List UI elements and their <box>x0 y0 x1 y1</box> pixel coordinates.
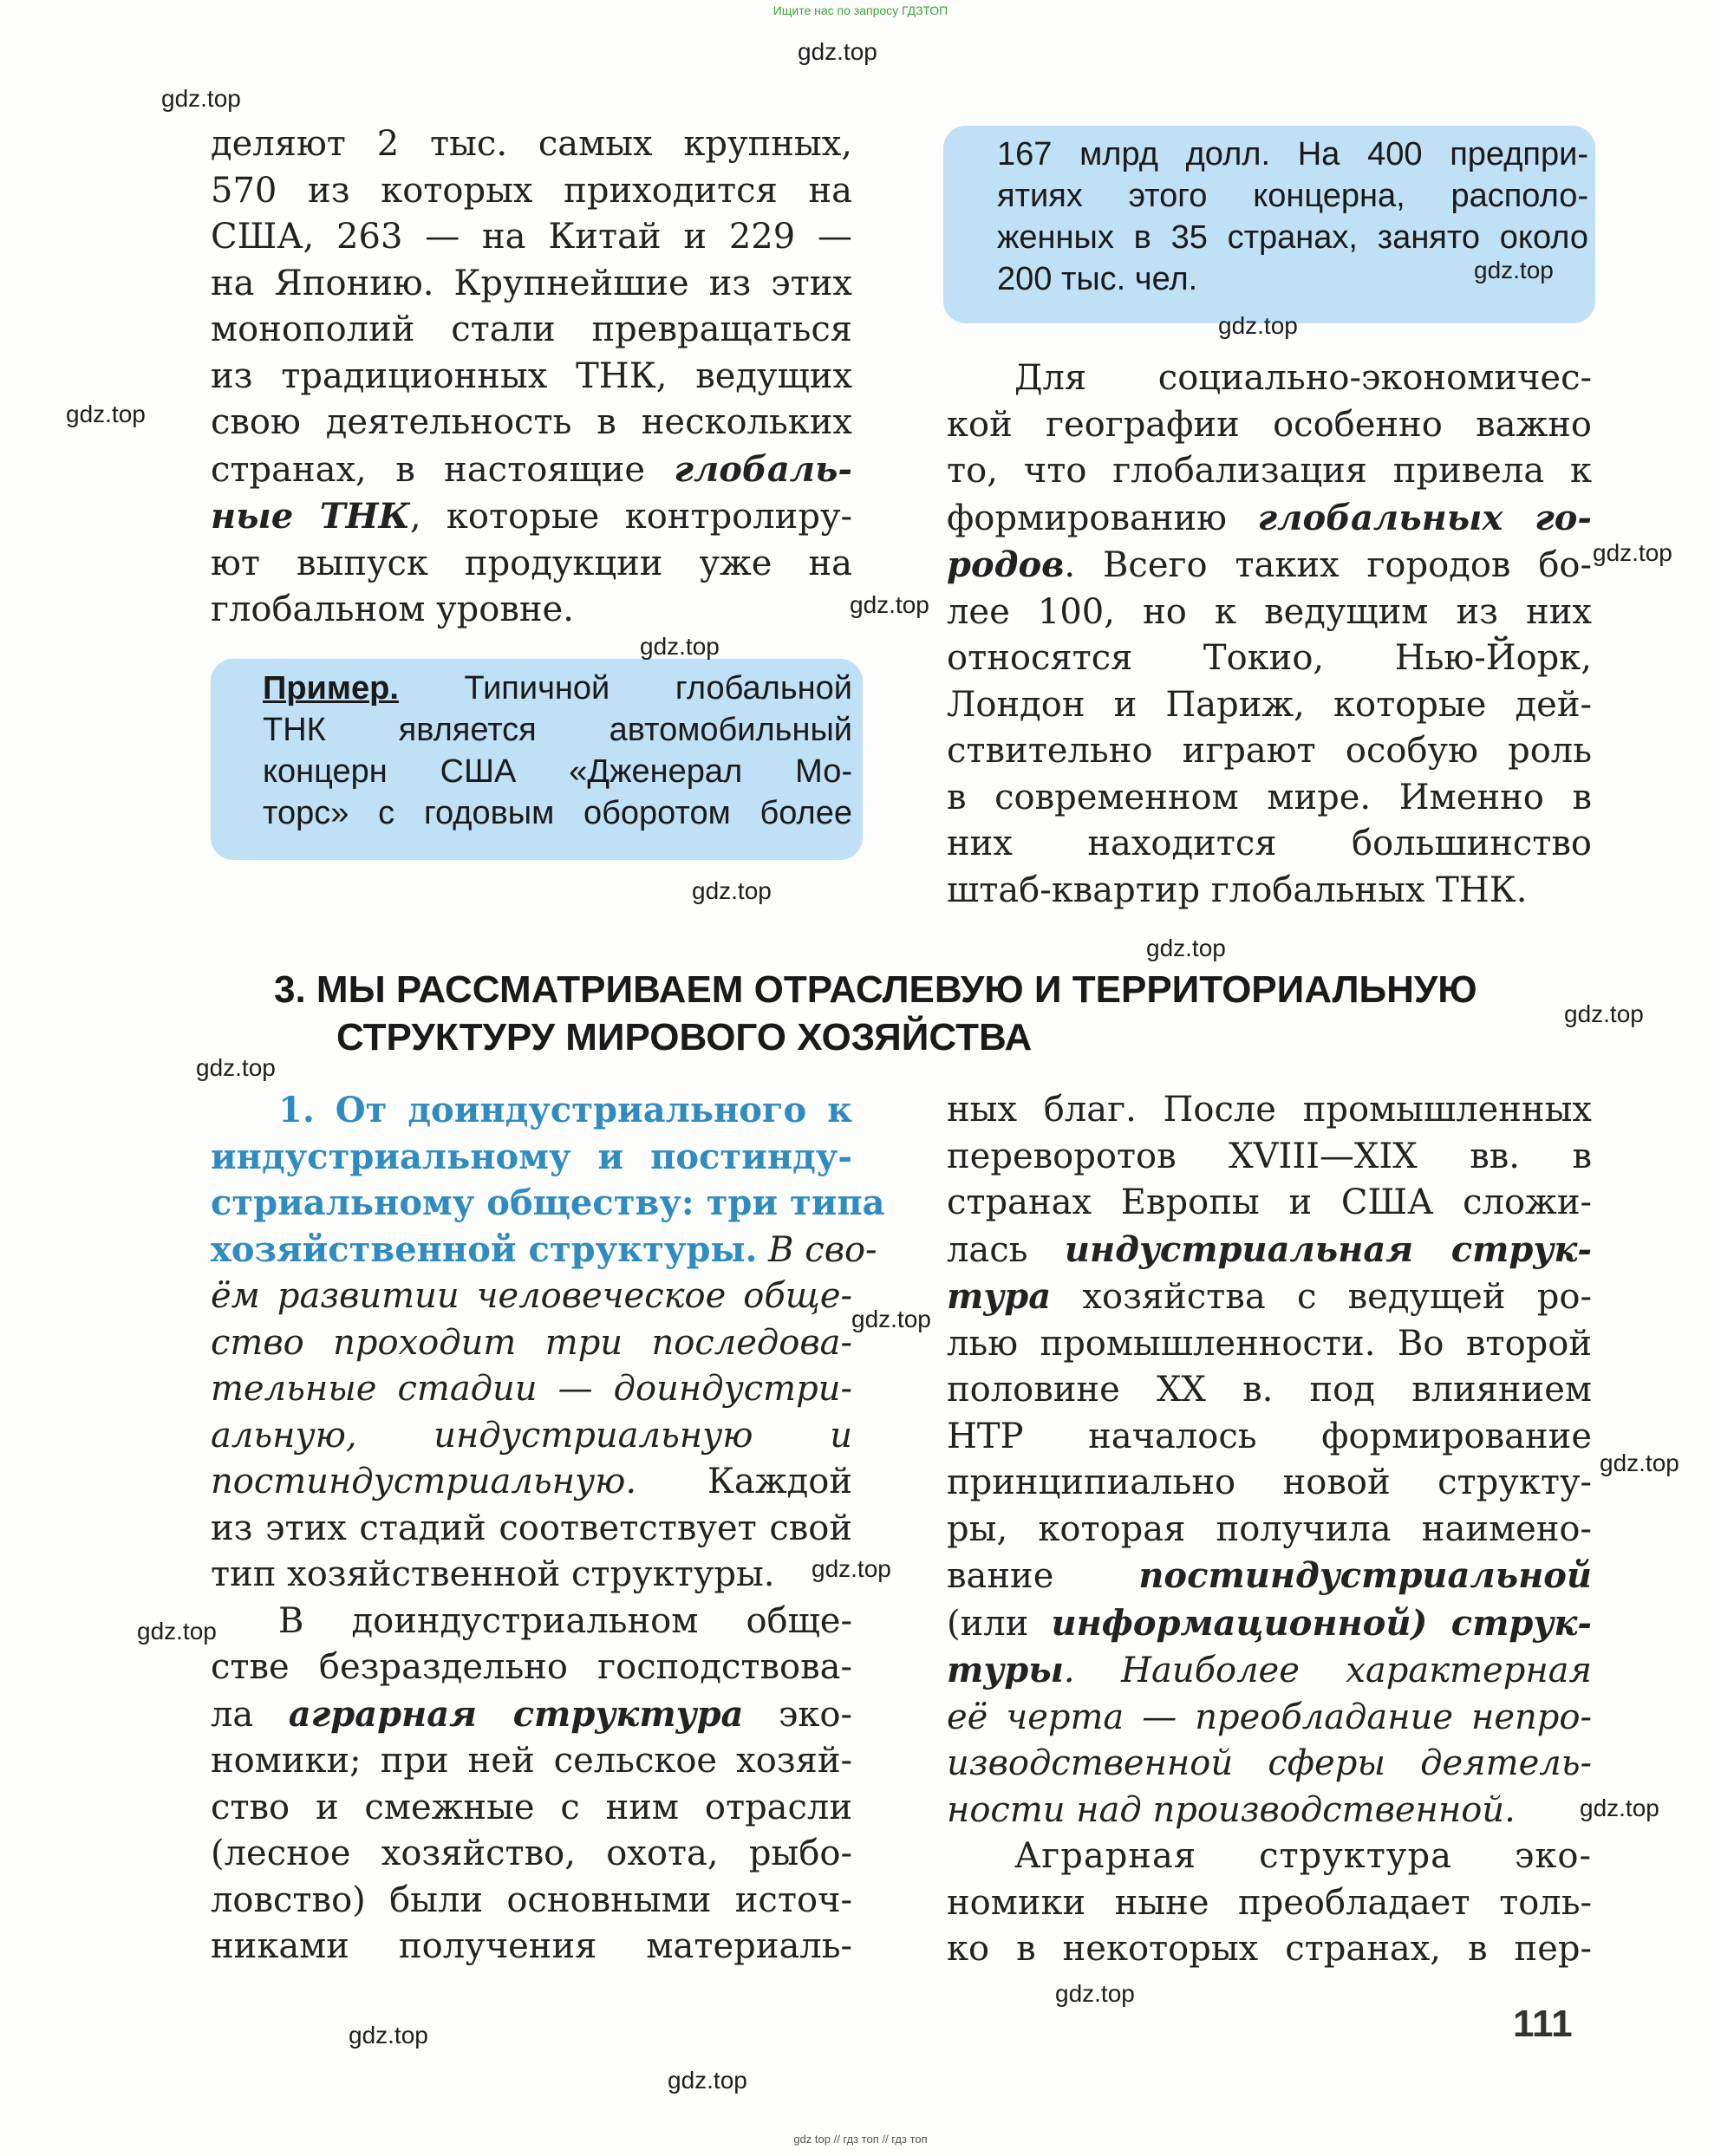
text-line: женных в 35 странах, занято около <box>997 219 1588 256</box>
watermark: gdz.top <box>1474 257 1554 283</box>
text-fragment: (или <box>947 1603 1052 1644</box>
text-line: (лесное хозяйство, охота, рыбо- <box>211 1834 852 1873</box>
text-line: ство и смежные с ним отрасли <box>211 1787 852 1827</box>
text-line: них находится большинство <box>947 824 1592 863</box>
right-top-paragraph <box>947 355 1592 914</box>
watermark: gdz.top <box>1146 935 1226 961</box>
text-fragment: хозяйства с ведущей ро- <box>1051 1277 1592 1317</box>
text-line: деляют 2 тыс. самых крупных, <box>211 124 852 164</box>
section-heading <box>274 966 1566 1061</box>
text-line: номики; при ней сельское хозяй- <box>211 1741 852 1781</box>
text-line: принципиально новой структу- <box>947 1462 1592 1502</box>
watermark: gdz.top <box>349 2022 428 2049</box>
text-line: ных благ. После промышленных <box>947 1090 1592 1130</box>
subsection-title-line: стриальному обществу: три типа <box>211 1182 885 1223</box>
example-label: Пример. <box>263 670 399 707</box>
text-line: стве безраздельно господствова- <box>211 1647 852 1687</box>
text-line: монополий стали превращаться <box>211 309 852 349</box>
text-line: то, что глобализация привела к <box>947 451 1592 491</box>
text-fragment: , которые контролиру- <box>409 497 852 537</box>
text-line: лее 100, но к ведущим из них <box>947 591 1592 632</box>
term-global-cities-end: родов <box>947 544 1065 585</box>
watermark: gdz.top <box>692 877 772 904</box>
term-global-tnk: глобаль- <box>674 448 852 490</box>
text-line: ём развитии человеческое обще- <box>211 1276 852 1316</box>
watermark: gdz.top <box>1055 1980 1135 2007</box>
text-line <box>211 446 852 494</box>
text-line <box>211 493 852 541</box>
watermark: gdz.top <box>137 1618 217 1645</box>
text-line: из традиционных ТНК, ведущих <box>211 355 852 396</box>
watermark: gdz.top <box>850 591 929 618</box>
watermark: gdz.top <box>812 1555 891 1582</box>
text-line: Для социально-экономичес- <box>1014 358 1592 398</box>
text-line <box>211 1227 877 1274</box>
watermark: gdz.top <box>1580 1794 1659 1821</box>
watermark: gdz.top <box>1600 1449 1679 1476</box>
text-line: переворотов XVIII—XIX вв. в <box>947 1136 1592 1176</box>
text-fragment: . Всего таких городов бо- <box>1064 545 1592 585</box>
left-top-paragraph <box>211 121 852 634</box>
subsection-title-line: индустриальному и постинду- <box>211 1136 852 1177</box>
text-line: НТР началось формирование <box>947 1416 1592 1456</box>
text-fragment: Каждой <box>636 1462 852 1501</box>
page-number: 111 <box>1513 2003 1573 2045</box>
text-line <box>947 1273 1592 1321</box>
text-fragment: ла <box>211 1694 289 1735</box>
text-line: ности над производственной. <box>947 1789 1516 1830</box>
text-line: лью промышленности. Во второй <box>947 1323 1592 1364</box>
term-structure-end: туры <box>947 1650 1064 1690</box>
text-line <box>947 542 1592 589</box>
text-line: ко в некоторых странах, в пер- <box>947 1929 1592 1969</box>
text-line: ТНК является автомобильный <box>263 712 852 748</box>
section-heading-line-1: 3. МЫ РАССМАТРИВАЕМ ОТРАСЛЕВУЮ И ТЕРРИТОРИАЛЬНУЮ <box>274 968 1477 1011</box>
text-fragment: эко- <box>743 1694 852 1735</box>
footer-note: gdz top // гдз топ // гдз топ <box>793 2133 928 2146</box>
text-line <box>947 1553 1592 1600</box>
watermark: gdz.top <box>66 401 146 427</box>
text-line: ятиях этого концерна, располо- <box>997 178 1588 214</box>
text-line: концерн США «Дженерал Мо- <box>263 753 852 790</box>
section-heading-line-2: СТРУКТУРУ МИРОВОГО ХОЗЯЙСТВА <box>336 1016 1033 1058</box>
watermark: gdz.top <box>1593 539 1672 566</box>
watermark: gdz.top <box>1564 1000 1644 1027</box>
text-fragment: В сво- <box>757 1229 877 1270</box>
text-line: торс» с годовым оборотом более <box>263 795 852 831</box>
text-line: из этих стадий соответствует свой <box>211 1508 852 1548</box>
watermark: gdz.top <box>668 2067 747 2094</box>
watermark: gdz.top <box>851 1306 931 1332</box>
text-fragment: формированию <box>947 498 1258 538</box>
text-line <box>947 495 1592 543</box>
text-line: ры, которая получила наимено- <box>947 1508 1592 1549</box>
example-text <box>263 668 852 834</box>
text-line: странах Европы и США сложи- <box>947 1182 1592 1222</box>
text-line: Лондон и Париж, которые дей- <box>947 684 1592 725</box>
watermark: gdz.top <box>640 633 720 660</box>
text-fragment: лась <box>947 1229 1065 1270</box>
text-line: номики ныне преобладает толь- <box>947 1882 1592 1923</box>
text-line: изводственной сферы деятель- <box>947 1743 1592 1783</box>
text-line <box>947 1227 1592 1274</box>
text-fragment: постиндустриальную. <box>211 1462 637 1501</box>
text-line: В доиндустриальном обще- <box>278 1600 852 1641</box>
text-fragment: . Наиболее характерная <box>1063 1651 1592 1690</box>
text-line: глобальном уровне. <box>211 589 574 629</box>
watermark: gdz.top <box>161 85 241 112</box>
watermark: gdz.top <box>798 38 877 65</box>
term-agrarian-structure: аграрная структура <box>288 1693 744 1735</box>
text-line: в современном мире. Именно в <box>947 777 1592 817</box>
text-line <box>263 668 852 709</box>
text-line: Аграрная структура эко- <box>1014 1836 1592 1876</box>
text-line: кой географии особенно важно <box>947 404 1592 445</box>
text-line: относятся Токио, Нью-Йорк, <box>947 638 1592 678</box>
watermark: gdz.top <box>1218 312 1298 339</box>
text-line <box>947 1647 1592 1695</box>
text-line: её черта — преобладание непро- <box>947 1697 1592 1737</box>
text-fragment: Типичной глобальной <box>398 670 852 707</box>
text-line: штаб-квартир глобальных ТНК. <box>947 870 1528 910</box>
subsection-title-line: 1. От доиндустриального к <box>278 1090 852 1130</box>
text-line: 570 из которых приходится на <box>211 170 852 211</box>
text-line: альную, индустриальную и <box>211 1415 852 1456</box>
text-fragment: вание <box>947 1556 1139 1596</box>
text-line <box>211 1459 852 1506</box>
left-bottom-paragraph <box>211 1087 885 1970</box>
term-industrial-structure: индустриальная струк- <box>1064 1228 1592 1270</box>
text-line: на Японию. Крупнейшие из этих <box>211 263 852 303</box>
text-line: ловство) были основными источ- <box>211 1879 852 1920</box>
text-line: 167 млрд долл. На 400 предпри- <box>997 136 1588 173</box>
text-line: тельные стадии — доиндустри- <box>211 1369 852 1409</box>
text-line: ствительно играют особую роль <box>947 731 1592 771</box>
text-line: 200 тыс. чел. <box>997 261 1198 297</box>
term-industrial-structure-end: тура <box>947 1276 1052 1317</box>
term-postindustrial: постиндустриальной <box>1138 1555 1592 1596</box>
term-global-cities: глобальных го- <box>1257 497 1592 538</box>
term-informational: информационной) струк- <box>1051 1602 1592 1644</box>
text-line: свою деятельность в нескольких <box>211 402 852 442</box>
text-line: половине XX в. под влиянием <box>947 1370 1592 1410</box>
text-line: ют выпуск продукции уже на <box>211 543 852 583</box>
watermark: gdz.top <box>196 1054 276 1081</box>
text-line <box>211 1691 852 1739</box>
right-bottom-paragraph <box>947 1087 1592 1973</box>
text-line <box>947 1600 1592 1648</box>
text-fragment: странах, в настоящие <box>211 449 675 490</box>
text-line: тип хозяйственной структуры. <box>211 1554 775 1594</box>
text-line: ство проходит три последова- <box>211 1322 852 1363</box>
header-note: Ищите нас по запросу ГДЗТОП <box>772 3 949 17</box>
subsection-title-end: хозяйственной структуры. <box>211 1228 758 1270</box>
text-line: никами получения материаль- <box>211 1926 852 1966</box>
term-global-tnk-end: ные ТНК <box>211 496 410 537</box>
text-line: США, 263 — на Китай и 229 — <box>211 217 852 257</box>
